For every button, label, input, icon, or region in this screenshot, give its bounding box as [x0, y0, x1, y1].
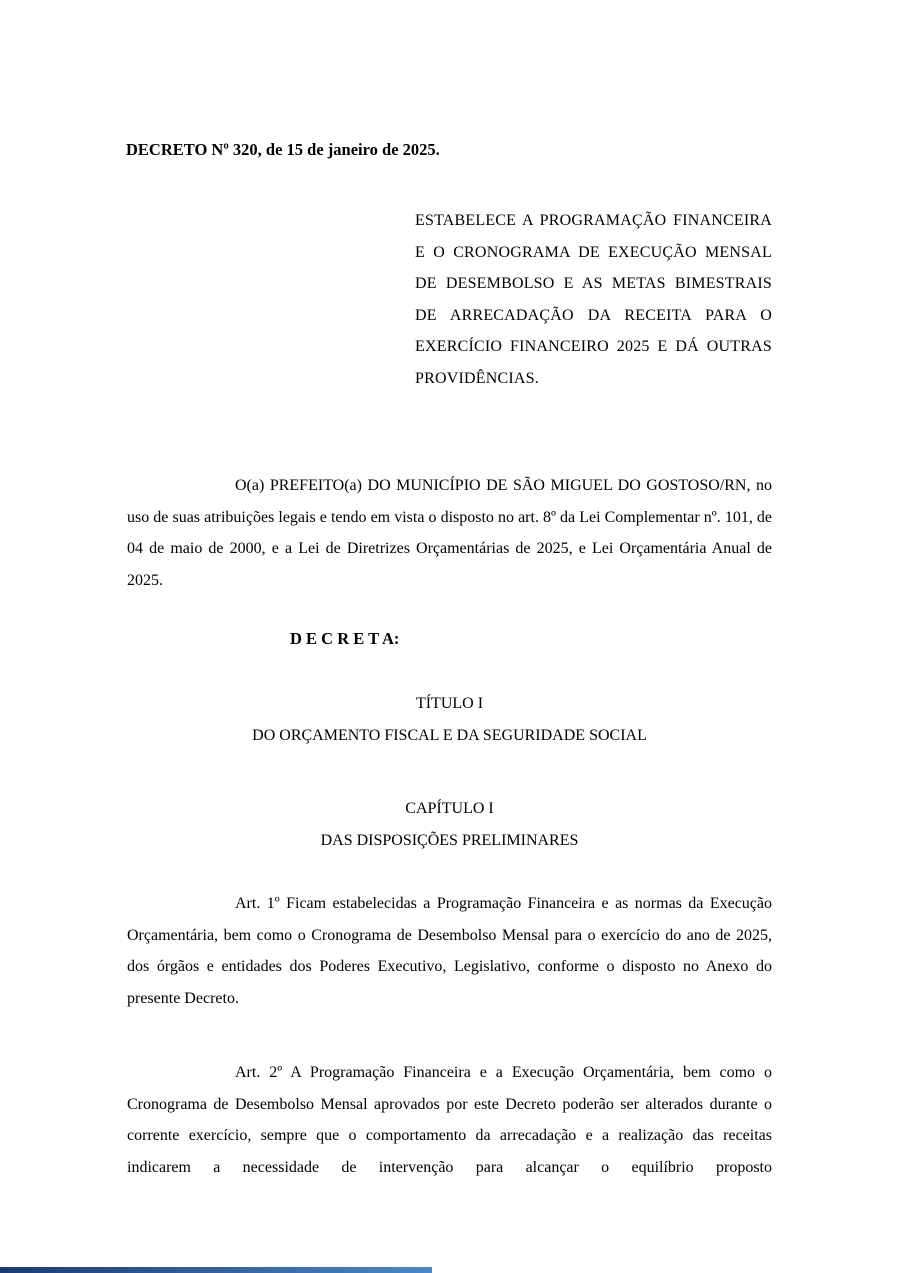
decree-epigraph: ESTABELECE A PROGRAMAÇÃO FINANCEIRA E O CRONOGRAMA DE EXECUÇÃO MENSAL DE DESEMBOLSO E AS METAS BIMESTRAIS DE ARRECADAÇÃO DA RECEITA PARA O EXERCÍCIO FINANCEIRO 2025 E DÁ OUTRAS PROVIDÊNCIAS.: [415, 212, 772, 387]
decree-preamble: O(a) PREFEITO(a) DO MUNICÍPIO DE SÃO MIGUEL DO GOSTOSO/RN, no uso de suas atribuições legais e tendo em vista o disposto no art. 8º da Lei Complementar nº. 101, de 04 de maio de 2000, e a Lei de Diretrizes Orçamentárias de 2025, e Lei Orçamentária Anual de 2025.: [127, 477, 772, 589]
enacting-clause: D E C R E T A:: [290, 629, 400, 648]
titulo-section: [127, 688, 772, 751]
capitulo-section: [127, 793, 772, 856]
decree-title: DECRETO Nº 320, de 15 de janeiro de 2025.: [126, 140, 440, 159]
article-2-text: Art. 2º A Programação Financeira e a Execução Orçamentária, bem como o Cronograma de Desembolso Mensal aprovados por este Decreto poderão ser alterados durante o corrente exercício, sempre que o comportamento da arrecadação e a realização das receitas indicarem a necessidade de intervenção para alcançar o equilíbrio proposto: [127, 1064, 772, 1176]
footer-progress-bar: [0, 1267, 432, 1273]
titulo-heading: TÍTULO I: [415, 695, 484, 712]
titulo-subheading: DO ORÇAMENTO FISCAL E DA SEGURIDADE SOCIAL: [252, 726, 647, 744]
capitulo-subheading: DAS DISPOSIÇÕES PRELIMINARES: [320, 831, 579, 849]
capitulo-heading: CAPÍTULO I: [405, 800, 494, 817]
article-1-text: Art. 1º Ficam estabelecidas a Programação Financeira e as normas da Execução Orçamentária, bem como o Cronograma de Desembolso Mensal para o exercício do ano de 2025, dos órgãos e entidades dos Poderes Executivo, Legislativo, conforme o disposto no Anexo do presente Decreto.: [127, 895, 772, 1007]
